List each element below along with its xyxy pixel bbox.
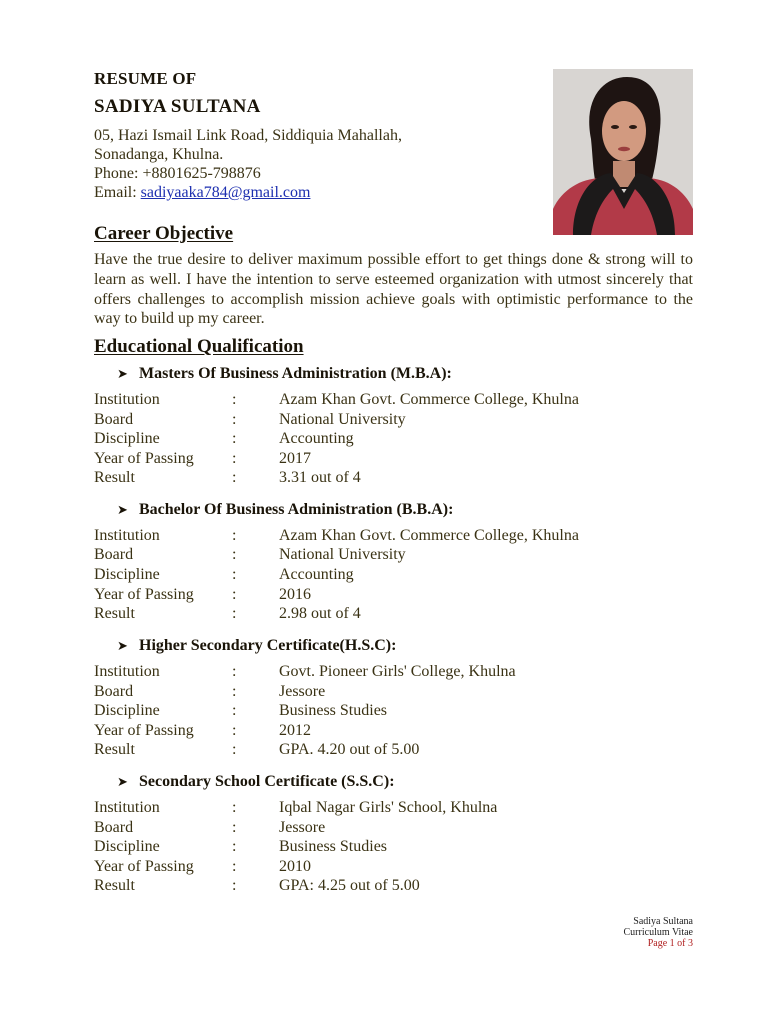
row-colon: :	[232, 683, 237, 700]
row-colon: :	[232, 566, 237, 583]
row-colon: :	[232, 586, 237, 603]
row-value: Business Studies	[279, 702, 388, 719]
degree-title-mba	[117, 365, 452, 383]
row-value: Jessore	[279, 683, 326, 700]
row-label: Year of Passing	[94, 450, 194, 467]
row-colon: :	[232, 546, 237, 563]
row-colon: :	[232, 605, 237, 622]
row-label: Board	[94, 411, 134, 428]
table-row	[94, 683, 694, 703]
row-value: GPA: 4.25 out of 5.00	[279, 877, 420, 894]
row-value: Azam Khan Govt. Commerce College, Khulna	[279, 391, 579, 408]
page-footer	[624, 916, 693, 949]
table-row	[94, 546, 694, 566]
row-label: Institution	[94, 391, 160, 408]
arrow-bullet-icon: ➤	[117, 775, 128, 790]
row-value: Accounting	[279, 566, 354, 583]
arrow-bullet-icon: ➤	[117, 367, 128, 382]
row-value: National University	[279, 411, 406, 428]
table-row	[94, 566, 694, 586]
footer-page-number: Page 1 of 3	[647, 938, 693, 949]
row-colon: :	[232, 722, 237, 739]
row-value: Iqbal Nagar Girls' School, Khulna	[279, 799, 498, 816]
row-label: Discipline	[94, 838, 160, 855]
row-label: Result	[94, 877, 135, 894]
table-row	[94, 799, 694, 819]
table-row	[94, 722, 694, 742]
row-label: Board	[94, 683, 134, 700]
applicant-name: SADIYA SULTANA	[94, 96, 261, 117]
table-row	[94, 391, 694, 411]
row-label: Board	[94, 546, 134, 563]
table-row	[94, 858, 694, 878]
row-label: Discipline	[94, 702, 160, 719]
row-value: 2016	[279, 586, 311, 603]
row-colon: :	[232, 858, 237, 875]
profile-photo-drawing	[553, 69, 693, 235]
row-colon: :	[232, 469, 237, 486]
row-label: Discipline	[94, 566, 160, 583]
education-title: Educational Qualification	[94, 336, 304, 357]
row-colon: :	[232, 430, 237, 447]
row-value: 2.98 out of 4	[279, 605, 361, 622]
row-label: Year of Passing	[94, 586, 194, 603]
table-row	[94, 741, 694, 761]
table-row	[94, 411, 694, 431]
arrow-bullet-icon: ➤	[117, 639, 128, 654]
row-label: Year of Passing	[94, 858, 194, 875]
degree-title-text: Higher Secondary Certificate(H.S.C):	[139, 637, 397, 654]
row-colon: :	[232, 663, 237, 680]
table-row	[94, 430, 694, 450]
table-row	[94, 469, 694, 489]
degree-title-text: Bachelor Of Business Administration (B.B.A):	[139, 501, 454, 518]
address-line-2: Sonadanga, Khulna.	[94, 146, 224, 163]
degree-title-ssc	[117, 773, 395, 791]
row-value: National University	[279, 546, 406, 563]
footer-doc-title: Curriculum Vitae	[623, 927, 693, 938]
address-line-1: 05, Hazi Ismail Link Road, Siddiquia Mahallah,	[94, 127, 402, 144]
row-label: Institution	[94, 527, 160, 544]
table-row	[94, 838, 694, 858]
row-colon: :	[232, 877, 237, 894]
row-label: Discipline	[94, 430, 160, 447]
degree-title-hsc	[117, 637, 396, 655]
table-row	[94, 877, 694, 897]
table-row	[94, 605, 694, 625]
row-value: GPA. 4.20 out of 5.00	[279, 741, 420, 758]
footer-name: Sadiya Sultana	[633, 916, 693, 927]
row-colon: :	[232, 838, 237, 855]
table-row	[94, 586, 694, 606]
row-value: Azam Khan Govt. Commerce College, Khulna	[279, 527, 579, 544]
degree-title-text: Secondary School Certificate (S.S.C):	[139, 773, 395, 790]
resume-heading: RESUME OF	[94, 69, 197, 88]
row-value: Govt. Pioneer Girls' College, Khulna	[279, 663, 516, 680]
row-colon: :	[232, 527, 237, 544]
row-colon: :	[232, 702, 237, 719]
email-row	[94, 184, 310, 202]
table-row	[94, 450, 694, 470]
row-value: 2012	[279, 722, 311, 739]
email-label: Email:	[94, 184, 141, 201]
degree-title-text: Masters Of Business Administration (M.B.A):	[139, 365, 452, 382]
row-colon: :	[232, 819, 237, 836]
row-label: Result	[94, 605, 135, 622]
row-colon: :	[232, 391, 237, 408]
arrow-bullet-icon: ➤	[117, 503, 128, 518]
row-value: Jessore	[279, 819, 326, 836]
row-label: Result	[94, 741, 135, 758]
row-colon: :	[232, 450, 237, 467]
degree-title-bba	[117, 501, 453, 519]
profile-photo	[553, 69, 693, 235]
row-label: Year of Passing	[94, 722, 194, 739]
phone-number: Phone: +8801625-798876	[94, 165, 261, 182]
table-row	[94, 702, 694, 722]
row-value: 3.31 out of 4	[279, 469, 361, 486]
row-colon: :	[232, 799, 237, 816]
row-value: Business Studies	[279, 838, 388, 855]
row-value: 2017	[279, 450, 311, 467]
row-value: Accounting	[279, 430, 354, 447]
career-objective-title: Career Objective	[94, 223, 234, 244]
row-label: Institution	[94, 799, 160, 816]
career-objective-text: Have the true desire to deliver maximum possible effort to get things done & strong will to learn as well. I have the intention to serve esteemed organization with utmost sincerely that offers challenges to accomplish mission achieve goals with optimistic performance to the way to build up my career.	[94, 251, 693, 328]
row-colon: :	[232, 411, 237, 428]
email-link[interactable]: sadiyaaka784@gmail.com	[140, 184, 311, 201]
table-row	[94, 527, 694, 547]
row-label: Board	[94, 819, 134, 836]
row-colon: :	[232, 741, 237, 758]
table-row	[94, 663, 694, 683]
row-label: Result	[94, 469, 135, 486]
row-value: 2010	[279, 858, 311, 875]
table-row	[94, 819, 694, 839]
row-label: Institution	[94, 663, 160, 680]
